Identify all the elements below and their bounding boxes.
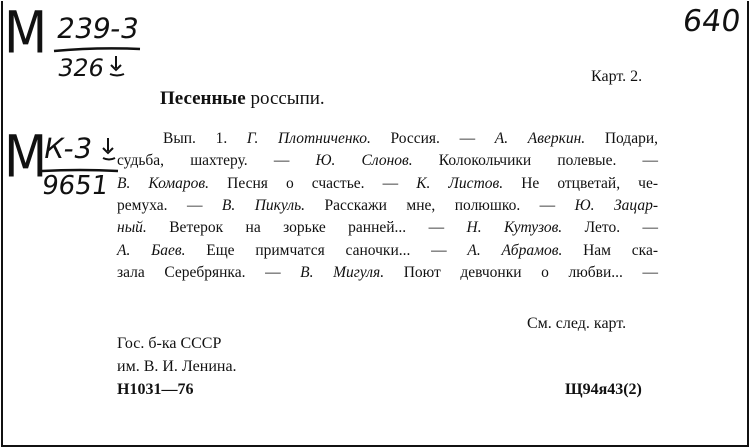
song-text: Вып. 1. (163, 130, 247, 147)
title-rest: россыпи. (250, 88, 325, 109)
song-text: Поют девчонки о любви... — (384, 263, 659, 281)
body-line (117, 152, 658, 170)
song-text: ремуха. — (117, 196, 222, 214)
song-text: Еще примчатся саночки... — (185, 241, 468, 259)
author-name: Н. Кутузов. (466, 219, 563, 237)
song-text: Россия. — (370, 130, 495, 147)
body-line (117, 219, 658, 237)
author-name: В. Мигуля. (300, 263, 385, 281)
handwritten-letter-top: М (4, 0, 48, 67)
card-title (160, 88, 325, 110)
handwritten-shelfmark-top-line2: 326 (55, 54, 107, 82)
song-text: Не отцветай, че- (503, 174, 659, 192)
print-code: Н1031—76 (117, 381, 194, 398)
author-name: ный. (117, 219, 147, 237)
author-name: А. Абрамов. (467, 241, 563, 259)
author-name: А. Аверкин. (494, 130, 586, 147)
handwritten-fraction-line-top (52, 46, 142, 54)
author-name: А. Баев. (117, 241, 186, 259)
handwritten-shelfmark-top-line1: 239-3 (54, 12, 142, 45)
see-next-card: См. след. карт. (527, 315, 627, 332)
author-name: В. Комаров. (117, 174, 210, 192)
song-text: Ветерок на зорьке ранней... — (146, 219, 467, 237)
author-name: Г. Плотниченко. (246, 130, 371, 147)
body-line (117, 175, 658, 193)
author-name: В. Пикуль. (221, 196, 306, 214)
card-number: Карт. 2. (591, 68, 643, 85)
song-text: зала Серебрянка. — (117, 263, 301, 281)
body-line (117, 264, 658, 282)
author-name: К. Листов. (416, 174, 504, 192)
author-name: Ю. Зацар- (574, 196, 658, 214)
catalog-code: Щ94я43(2) (565, 381, 642, 398)
handwritten-letter-left: М (4, 123, 48, 191)
song-text: Расскажи мне, полюшко. — (305, 196, 575, 214)
library-line-2: им. В. И. Ленина. (117, 358, 237, 375)
song-text: судьба, шахтеру. — (117, 152, 316, 170)
title-bold: Песенные (160, 88, 246, 109)
library-line-1: Гос. б-ка СССР (117, 335, 222, 352)
handwritten-corner-number: 640 (680, 4, 743, 39)
body-line (117, 242, 658, 260)
handwritten-shelfmark-left-line1: К-3 (41, 132, 95, 165)
body-line (117, 197, 658, 215)
author-name: Ю. Слонов. (315, 152, 413, 170)
song-text: Песня о счастье. — (209, 174, 417, 192)
song-text: Нам ска- (562, 241, 658, 259)
song-text: Колокольчики полевые. — (412, 152, 658, 170)
song-text: Подари, (585, 130, 658, 147)
song-text: Лето. — (562, 219, 658, 237)
handwritten-arrow-top-icon (108, 54, 128, 78)
handwritten-shelfmark-left-line2: 9651 (39, 171, 111, 201)
body-line (163, 130, 658, 148)
